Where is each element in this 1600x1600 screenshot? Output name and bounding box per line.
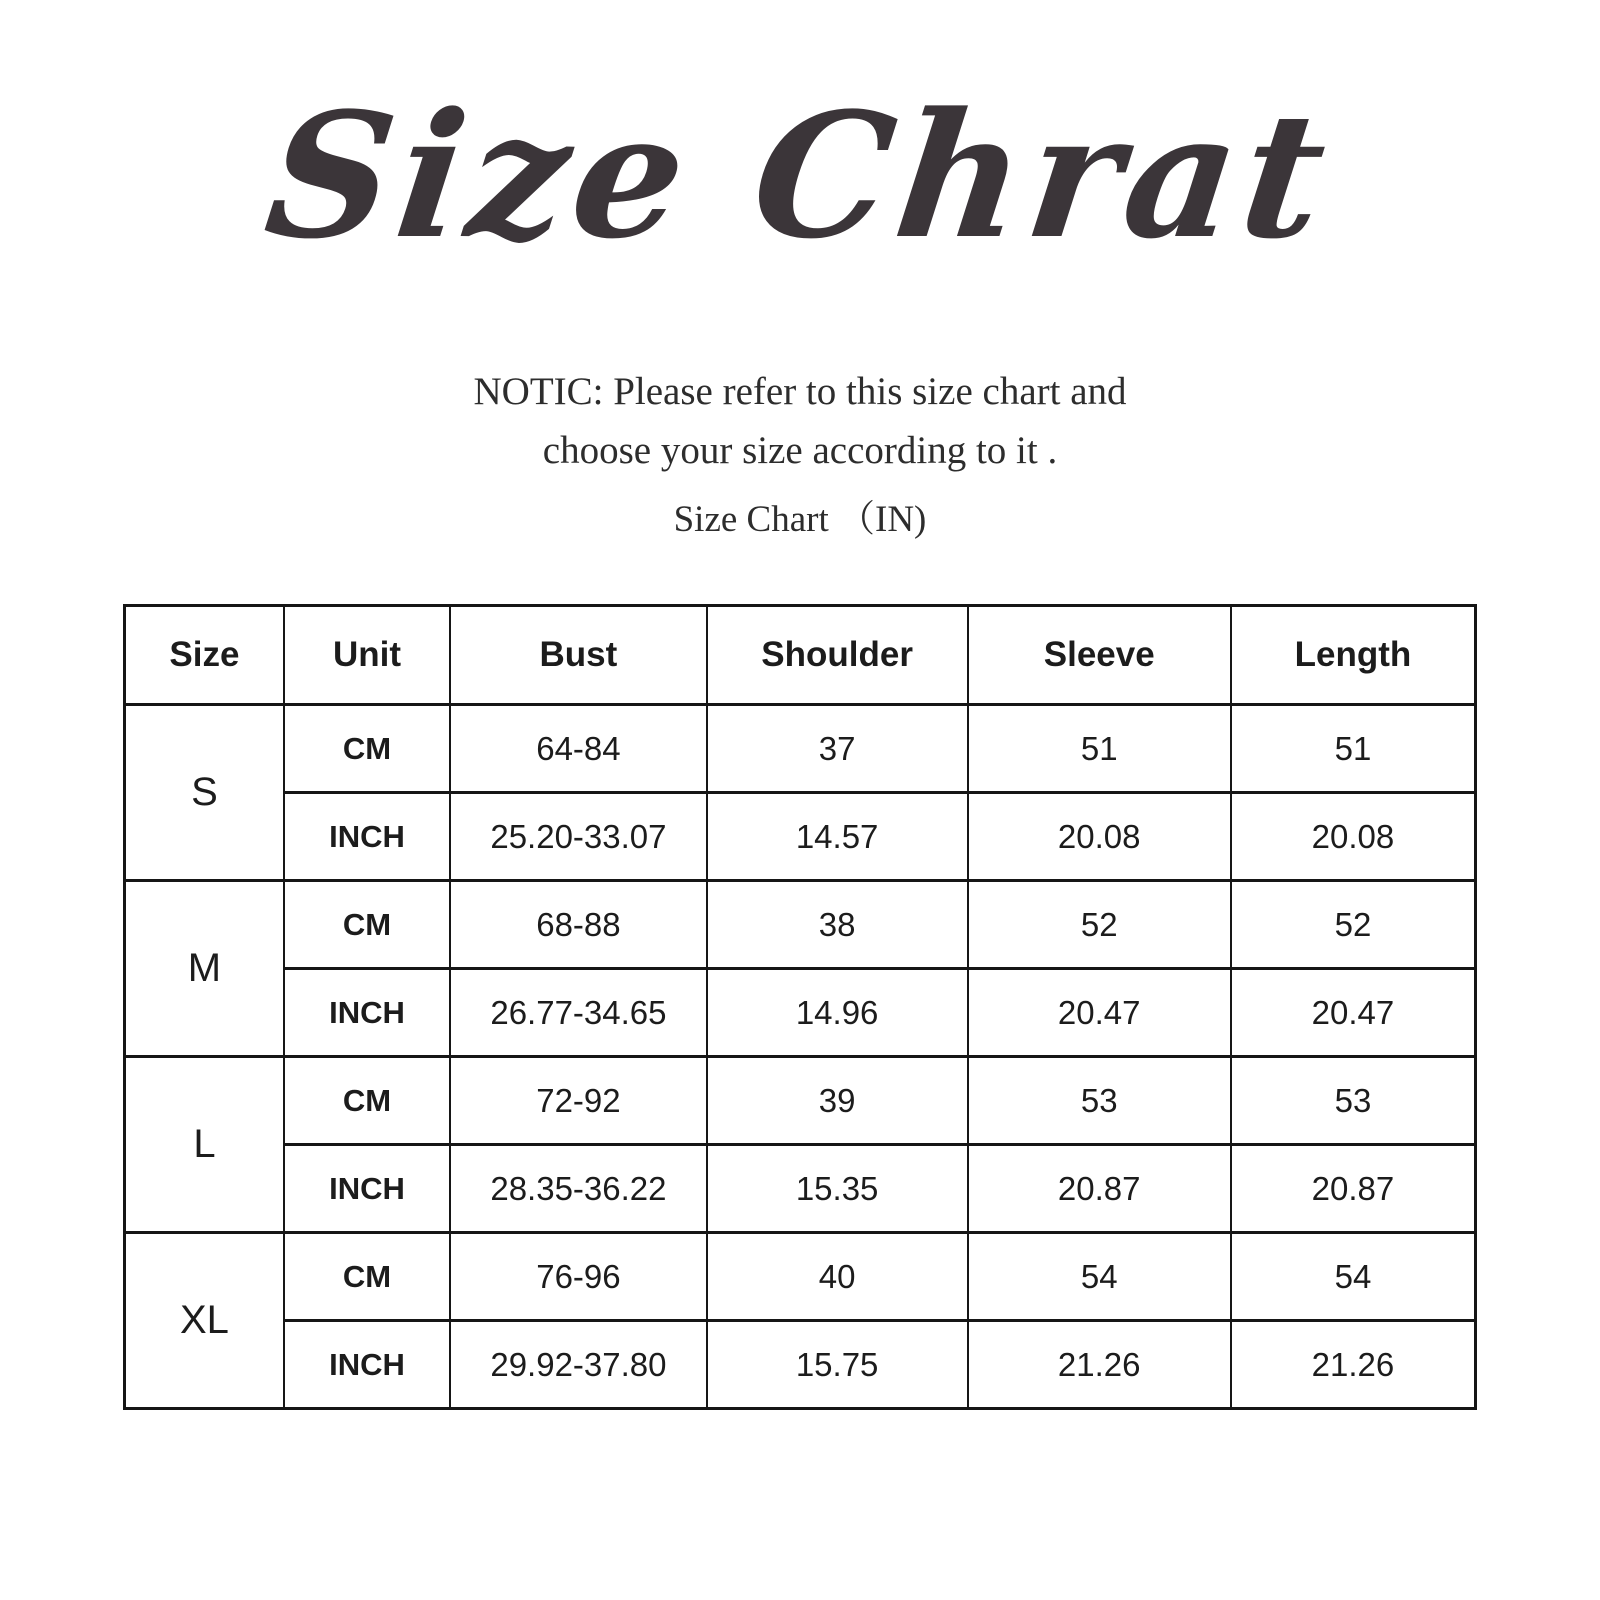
table-row	[125, 881, 1476, 969]
value-cell: 28.35-36.22	[450, 1145, 707, 1233]
value-cell: 20.47	[968, 969, 1231, 1057]
notice-text	[0, 363, 1600, 480]
unit-cell: INCH	[284, 793, 450, 881]
table-header-row	[125, 606, 1476, 705]
notice-line-2: choose your size according to it .	[542, 428, 1058, 472]
value-cell: 72-92	[450, 1057, 707, 1145]
value-cell: 15.35	[707, 1145, 968, 1233]
value-cell: 14.96	[707, 969, 968, 1057]
value-cell: 20.87	[968, 1145, 1231, 1233]
value-cell: 54	[1231, 1233, 1476, 1321]
value-cell: 20.87	[1231, 1145, 1476, 1233]
value-cell: 64-84	[450, 705, 707, 793]
value-cell: 21.26	[968, 1321, 1231, 1409]
size-cell: S	[125, 705, 284, 881]
value-cell: 21.26	[1231, 1321, 1476, 1409]
value-cell: 20.47	[1231, 969, 1476, 1057]
notice-line-1: NOTIC: Please refer to this size chart and	[473, 370, 1127, 413]
unit-cell: CM	[284, 1057, 450, 1145]
value-cell: 40	[707, 1233, 968, 1321]
size-table	[123, 604, 1477, 1410]
value-cell: 25.20-33.07	[450, 793, 707, 881]
value-cell: 76-96	[450, 1233, 707, 1321]
value-cell: 52	[968, 881, 1231, 969]
page-title: Size Chrat	[256, 74, 1342, 277]
table-row	[125, 969, 1476, 1057]
table-row	[125, 793, 1476, 881]
unit-cell: CM	[284, 705, 450, 793]
value-cell: 52	[1231, 881, 1476, 969]
value-cell: 54	[968, 1233, 1231, 1321]
value-cell: 53	[1231, 1057, 1476, 1145]
table-row	[125, 1145, 1476, 1233]
value-cell: 51	[1231, 705, 1476, 793]
size-cell: XL	[125, 1233, 284, 1409]
unit-cell: INCH	[284, 1145, 450, 1233]
unit-cell: INCH	[284, 1321, 450, 1409]
value-cell: 20.08	[1231, 793, 1476, 881]
value-cell: 37	[707, 705, 968, 793]
table-row	[125, 1057, 1476, 1145]
value-cell: 29.92-37.80	[450, 1321, 707, 1409]
column-header-length: Length	[1231, 606, 1476, 705]
table-row	[125, 705, 1476, 793]
value-cell: 68-88	[450, 881, 707, 969]
value-cell: 14.57	[707, 793, 968, 881]
value-cell: 38	[707, 881, 968, 969]
column-header-bust: Bust	[450, 606, 707, 705]
value-cell: 26.77-34.65	[450, 969, 707, 1057]
size-chart-unit-label: Size Chart （IN)	[673, 499, 927, 540]
value-cell: 39	[707, 1057, 968, 1145]
value-cell: 20.08	[968, 793, 1231, 881]
size-cell: L	[125, 1057, 284, 1233]
column-header-unit: Unit	[284, 606, 450, 705]
column-header-shoulder: Shoulder	[707, 606, 968, 705]
unit-cell: INCH	[284, 969, 450, 1057]
value-cell: 15.75	[707, 1321, 968, 1409]
value-cell: 53	[968, 1057, 1231, 1145]
size-cell: M	[125, 881, 284, 1057]
column-header-sleeve: Sleeve	[968, 606, 1231, 705]
table-row	[125, 1233, 1476, 1321]
table-row	[125, 1321, 1476, 1409]
unit-cell: CM	[284, 881, 450, 969]
column-header-size: Size	[125, 606, 284, 705]
value-cell: 51	[968, 705, 1231, 793]
unit-cell: CM	[284, 1233, 450, 1321]
